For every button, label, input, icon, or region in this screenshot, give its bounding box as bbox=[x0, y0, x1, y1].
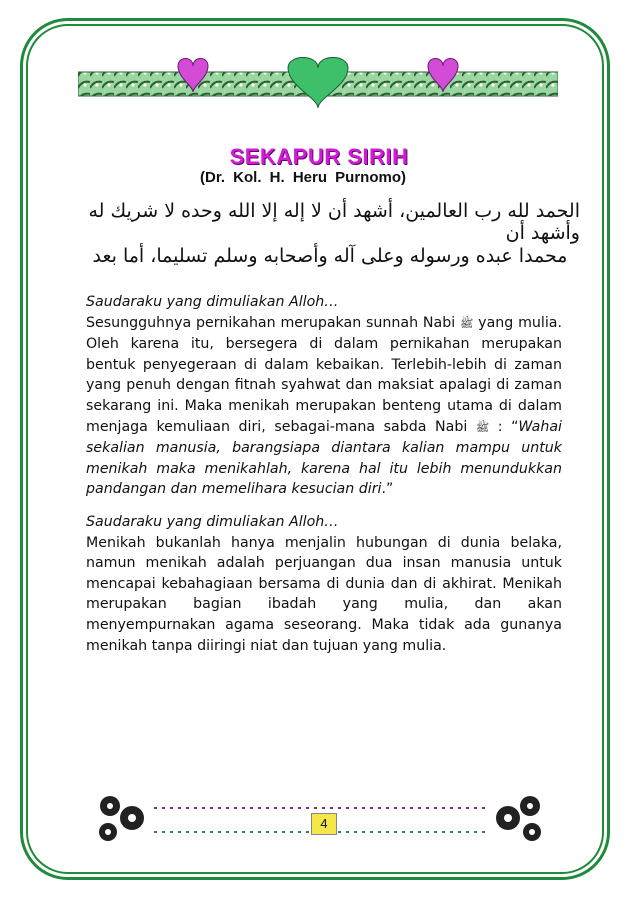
paragraph-1-text-b: yang mulia. Oleh karena itu, bersegera di dalam pernikahan merupakan bentuk penyegeraan di dalam kebaikan. Terlebih-lebih di zaman yang penuh dengan fitnah syahwat dan maksiat apalagi di zaman sekarang ini. Maka menikah merupakan benteng utama di dalam menjaga kemuliaan diri, sebagai-mana sabda Nabi bbox=[86, 314, 563, 435]
paragraph-2 bbox=[86, 512, 562, 656]
salutation-1: Saudaraku yang dimuliakan Alloh… bbox=[86, 294, 339, 310]
heart-center-icon bbox=[288, 58, 348, 109]
paragraph-1 bbox=[86, 292, 562, 500]
arabic-opening-line-2: محمدا عبده ورسوله وعلى آله وأصحابه وسلم تسليما، أما بعد bbox=[92, 245, 568, 267]
saw-symbol: ﷺ bbox=[475, 420, 490, 434]
arabic-opening-line-1: الحمد لله رب العالمين، أشهد أن لا إله إلا الله وحده لا شريك له وأشهد أن bbox=[88, 200, 580, 244]
paragraph-1-text-a: Sesungguhnya pernikahan merupakan sunnah Nabi bbox=[86, 314, 461, 331]
paragraph-1-text-d: .” bbox=[381, 481, 394, 498]
page-number: 4 bbox=[311, 813, 337, 835]
saw-symbol: ﷺ bbox=[460, 316, 474, 330]
salutation-2: Saudaraku yang dimuliakan Alloh… bbox=[86, 513, 339, 530]
flower-right-icon bbox=[490, 790, 546, 844]
author-line: (Dr. Kol. H. Heru Purnomo) bbox=[200, 169, 407, 186]
paragraph-1-text-c: : “ bbox=[489, 418, 519, 435]
paragraph-2-text: Menikah bukanlah hanya menjalin hubungan di dunia belaka, namun menikah adalah perjuangan dua insan manusia untuk mencapai kebahagiaan bersama di dunia dan di akhirat. Menikah merupakan bagian ibadah yang mulia, dan akan menyempurnakan agama seseorang. Maka tidak ada gunanya menikah tanpa diiringi niat dan tujuan yang mulia. bbox=[86, 534, 562, 654]
page-title: SEKAPUR SIRIH bbox=[229, 144, 409, 169]
body-text bbox=[86, 292, 562, 668]
top-heart-ornament bbox=[78, 54, 558, 110]
hadith-quote: Wahai sekalian manusia, barangsiapa diantara kalian mampu untuk menikah maka menikahlah, karena hal itu lebih menundukkan pandangan dan memelihara kesucian diri bbox=[86, 418, 562, 498]
flower-left-icon bbox=[94, 790, 150, 844]
